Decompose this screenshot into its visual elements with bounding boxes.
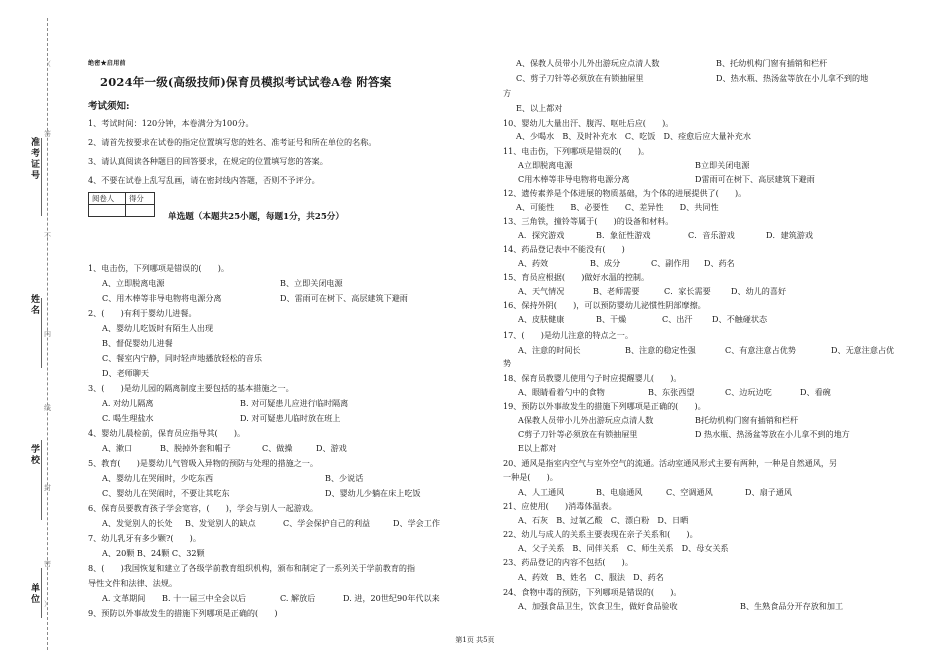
score-blank-cell — [126, 205, 155, 217]
option-line: B. 十一届三中全会以后 — [162, 593, 246, 603]
question-line: 16、保持外阴( )，可以预防婴幼儿泌惯性阴部摩擦。 — [503, 300, 706, 310]
option-line: A、婴幼儿吃饭时有陌生人出现 — [102, 323, 214, 333]
question-line: 3、( )是幼儿园的隔离制度主要包括的基本措施之一。 — [88, 383, 294, 393]
option-line: D．建筑游戏 — [766, 230, 813, 240]
option-line: C. 喝生理盐水 — [102, 413, 154, 423]
name-label: 姓名 — [30, 295, 40, 316]
question-line: 17、( )是幼儿注意的特点之一。 — [503, 330, 633, 340]
question-line: 12、遗传素养是个体进展的物质基础，为个体的进展提供了( )。 — [503, 188, 747, 198]
option-line: B、督促婴幼儿进餐 — [102, 338, 173, 348]
question-line: 导性文件和法律、法规。 — [88, 578, 178, 588]
option-line: A、药效 B、姓名 C、服法 D、药名 — [518, 572, 664, 582]
question-line: 11、电击伤，下列哪项是错误的( )。 — [503, 146, 650, 156]
option-line: D、药名 — [704, 258, 735, 268]
question-line: 15、育员应根据( )做好水温的控制。 — [503, 272, 650, 282]
option-line: D、无意注意占优 — [831, 345, 895, 355]
notes-heading: 考试须知: — [88, 101, 130, 112]
option-line: A、石灰 B、过氧乙酸 C、漂白粉 D、日晒 — [518, 515, 689, 525]
option-line: C、出汗 — [662, 314, 693, 324]
option-line: B、电扇通风 — [596, 487, 643, 497]
question-line: 2、( )有利于婴幼儿进餐。 — [88, 308, 197, 318]
unit-label: 单位 — [30, 584, 40, 605]
option-line: A、药效 — [518, 258, 549, 268]
option-line: A、漱口 — [102, 443, 133, 453]
option-line: D、看碗 — [800, 387, 831, 397]
option-line: A立即脱离电源 — [518, 160, 573, 170]
option-line: C．音乐游戏 — [688, 230, 735, 240]
option-line: C、学会保护自己的利益 — [283, 518, 371, 528]
binding-char: 密 — [44, 560, 51, 568]
reviewer-cell: 阅卷人 — [89, 193, 126, 205]
question-line: 一种是( )。 — [503, 472, 558, 482]
option-line: B立即关闭电源 — [695, 160, 750, 170]
question-line: 18、保育员教婴儿使用勺子时应提醒婴儿( )。 — [503, 373, 682, 383]
option-line: D、热水瓶、热汤盆等放在小儿拿不到的地 — [716, 73, 869, 83]
option-line: B托幼机构门窗有插销和栏杆 — [695, 415, 799, 425]
notes-item: 1、考试时间：120分钟，本卷满分为100分。 — [88, 118, 254, 128]
notes-item: 3、请认真阅读各种题目的回答要求，在规定的位置填写您的答案。 — [88, 156, 328, 166]
score-cell: 得分 — [126, 193, 155, 205]
option-line: C用木棒等非导电物将电源分离 — [518, 174, 630, 184]
binding-char: 封 — [44, 484, 51, 492]
option-line: B、立即关闭电源 — [280, 278, 343, 288]
option-line: C、边玩边吃 — [725, 387, 772, 397]
option-line: A、天气情况 — [518, 286, 565, 296]
option-line: C、婴幼儿在哭闹时，不要让其吃东 — [102, 488, 230, 498]
question-line: 14、药品登记表中不能没有( ) — [503, 244, 625, 254]
school-label: 学校 — [30, 445, 40, 466]
option-line: B、脱掉外套和帽子 — [160, 443, 231, 453]
page-title: 2024年一级(高级技师)保育员模拟考试试卷A卷 附答案 — [100, 75, 392, 89]
option-line: D、老师聊天 — [102, 368, 149, 378]
binding-char: 线 — [44, 404, 51, 412]
binding-char: 内 — [44, 330, 51, 338]
option-line: A、人工通风 — [518, 487, 565, 497]
option-line: B、成分 — [590, 258, 621, 268]
option-line: B. 对可疑患儿应进行临时隔离 — [240, 398, 349, 408]
section-heading: 单选题（本题共25小题，每题1分，共25分） — [168, 212, 344, 222]
option-line: D 热水瓶、热汤盆等放在小儿拿不到的地方 — [695, 429, 850, 439]
option-line: B、注意的稳定性强 — [625, 345, 696, 355]
name-field — [41, 298, 42, 368]
option-line: E、以上都对 — [516, 103, 563, 113]
option-line: A、立即脱离电源 — [102, 278, 165, 288]
option-line: C、做操 — [262, 443, 293, 453]
option-line: C、空调通风 — [666, 487, 713, 497]
notes-item: 4、不要在试卷上乱写乱画，请在密封线内答题，否则不予评分。 — [88, 175, 320, 185]
option-line: B、发觉别人的缺点 — [185, 518, 256, 528]
question-line: 10、婴幼儿大量出汗、腹泻、呕吐后应( )。 — [503, 118, 674, 128]
question-line: 24、食物中毒的预防，下列哪项是错误的( )。 — [503, 587, 682, 597]
question-line: 6、保育员要教育孩子学会宽容，( )，学会与别人一起游戏。 — [88, 503, 318, 513]
unit-field — [41, 568, 42, 618]
binding-char: （ — [44, 60, 51, 68]
option-line: 方 — [503, 88, 512, 98]
binding-char: 答 — [44, 130, 51, 138]
option-line: A. 对幼儿隔离 — [102, 398, 154, 408]
question-line: 22、幼儿与成人的关系主要表现在亲子关系和( )。 — [503, 529, 698, 539]
question-line: 8、( )我国恢复和建立了各级学前教育组织机构，颁布和制定了一系列关于学前教育的指 — [88, 563, 416, 573]
option-line: A、少喝水 B、及时补充水 C、吃饭 D、痊愈后应大量补充水 — [516, 131, 751, 141]
option-line: D、婴幼儿少躺在床上吃饭 — [325, 488, 421, 498]
question-line: 1、电击伤，下列哪项是错误的( )。 — [88, 263, 229, 273]
option-line: D、扇子通风 — [745, 487, 792, 497]
page-number: 第1页 共5页 — [455, 636, 495, 644]
question-line: 21、应使用( )消毒体温表。 — [503, 501, 617, 511]
question-line: 23、药品登记的内容不包括( )。 — [503, 557, 633, 567]
option-line: A、发觉别人的长处 — [102, 518, 173, 528]
option-line: A、婴幼儿在哭闹时，少吃东西 — [102, 473, 214, 483]
question-line: 9、预防以外事故发生的措施下列哪项是正确的( ) — [88, 608, 278, 618]
exam-number-field — [41, 138, 42, 216]
option-line: D雷雨可在树下、高层建筑下避雨 — [695, 174, 815, 184]
question-line: 20、通风是指室内空气与室外空气的流通。活动室通风形式主要有两种，一种是自然通风，另 — [503, 458, 838, 468]
exam-number-label: 准考证号 — [30, 138, 40, 181]
option-line: D、雷雨可在树下、高层建筑下避雨 — [280, 293, 408, 303]
option-line: A、注意的时间长 — [518, 345, 581, 355]
option-line: B、东张西望 — [648, 387, 695, 397]
option-line: A、加强食品卫生，饮食卫生，做好食品验收 — [518, 601, 678, 611]
notes-item: 2、请首先按要求在试卷的指定位置填写您的姓名、准考证号和所在单位的名称。 — [88, 137, 377, 147]
option-line: E以上都对 — [518, 443, 557, 453]
option-line: A保教人员带小儿外出游玩应点清人数 — [518, 415, 654, 425]
option-line: C、有意注意占优势 — [725, 345, 796, 355]
secret-mark: 绝密★启用前 — [88, 60, 126, 67]
option-line: C、副作用 — [651, 258, 690, 268]
question-line: 5、教育( )是婴幼儿气管吸入异物的预防与处理的措施之一。 — [88, 458, 318, 468]
question-line: 13、三角铁，撞铃等属于( )的设备和材料。 — [503, 216, 674, 226]
option-line: C．家长需要 — [664, 286, 711, 296]
option-line: C、剪子刀针等必须放在有锁抽屉里 — [516, 73, 644, 83]
question-line: 19、预防以外事故发生的措施下列哪项是正确的( )。 — [503, 401, 706, 411]
option-line: 势 — [503, 358, 512, 368]
question-line: 7、幼儿乳牙有多少颗?( )。 — [88, 533, 201, 543]
option-line: B、干燥 — [596, 314, 627, 324]
option-line: D. 进，20世纪90年代以来 — [343, 593, 440, 603]
option-line: D. 对可疑患儿临时放在班上 — [240, 413, 341, 423]
option-line: A、保教人员带小儿外出游玩应点清人数 — [516, 58, 660, 68]
option-line: B．象征性游戏 — [596, 230, 651, 240]
option-line: C剪子刀针等必须放在有锁抽屉里 — [518, 429, 638, 439]
option-line: A．探究游戏 — [518, 230, 565, 240]
option-line: A、皮肤健康 — [518, 314, 565, 324]
binding-char: ） — [44, 600, 51, 608]
option-line: C、餐室内宁静，同时轻声地播放轻松的音乐 — [102, 353, 262, 363]
option-line: B、生熟食品分开存放和加工 — [740, 601, 844, 611]
option-line: D、游戏 — [316, 443, 347, 453]
option-line: A、20颗 B、24颗 C、32颗 — [102, 548, 205, 558]
option-line: C、用木棒等非导电物将电源分离 — [102, 293, 222, 303]
school-field — [41, 440, 42, 520]
option-line: B、老师需要 — [593, 286, 640, 296]
reviewer-blank-cell — [89, 205, 126, 217]
option-line: D、幼儿的喜好 — [731, 286, 787, 296]
binding-char: 不 — [44, 232, 51, 240]
option-line: A、父子关系 B、同伴关系 C、师生关系 D、母女关系 — [518, 543, 729, 553]
score-table — [88, 192, 155, 217]
option-line: A、眼睛看着勺中的食物 — [518, 387, 605, 397]
question-line: 4、婴幼儿晨检前，保育员应指导其( )。 — [88, 428, 246, 438]
option-line: B、少说话 — [325, 473, 364, 483]
option-line: B、托幼机构门窗有插销和栏杆 — [716, 58, 828, 68]
option-line: A. 文革期间 — [102, 593, 146, 603]
option-line: D、学会工作 — [393, 518, 440, 528]
option-line: C. 解放后 — [280, 593, 316, 603]
option-line: D、不触碰状态 — [712, 314, 768, 324]
option-line: A、可能性 B、必要性 C、差异性 D、共同性 — [516, 202, 719, 212]
